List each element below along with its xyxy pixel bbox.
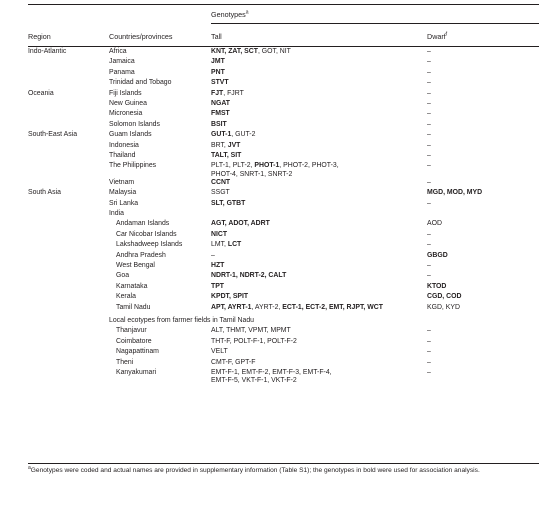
genotype-text: VELT bbox=[211, 348, 228, 356]
genotype-text: LMT, bbox=[211, 241, 228, 249]
region-cell bbox=[28, 200, 109, 210]
genotype-text: EMT-F-1, EMT-F-2, EMT-F-3, EMT-F-4, bbox=[211, 368, 332, 376]
place-cell: Goa bbox=[116, 272, 130, 280]
table-row bbox=[28, 293, 539, 303]
genotype-bold: NDRT-1, NDRT-2, CALT bbox=[211, 272, 287, 280]
place-cell: Karnataka bbox=[116, 282, 148, 290]
genotype-text: – bbox=[427, 230, 431, 238]
region-cell bbox=[28, 283, 109, 293]
genotype-bold: FMST bbox=[211, 110, 230, 118]
genotype-line bbox=[211, 293, 427, 301]
genotype-text: BRT, bbox=[211, 141, 228, 149]
genotype-line bbox=[211, 220, 427, 228]
dwarf-cell bbox=[427, 220, 539, 230]
dwarf-cell bbox=[427, 241, 539, 251]
table-row bbox=[28, 48, 539, 58]
genotype-bold: KPDT, SPIT bbox=[211, 293, 249, 301]
table-row bbox=[28, 210, 539, 220]
place-cell: Andhra Pradesh bbox=[116, 251, 166, 259]
genotype-bold: STVT bbox=[211, 79, 229, 87]
genotype-line bbox=[427, 142, 539, 150]
dwarf-cell bbox=[427, 58, 539, 68]
region-cell bbox=[28, 220, 109, 230]
place-cell: Micronesia bbox=[109, 110, 143, 118]
genotype-line bbox=[211, 90, 427, 98]
place-cell: Local ecotypes from farmer fields in Tamil Nadu bbox=[109, 316, 255, 324]
genotype-text: – bbox=[427, 58, 431, 66]
genotype-bold: TALT, SIT bbox=[211, 151, 242, 159]
genotype-text: – bbox=[427, 68, 431, 76]
tall-cell bbox=[211, 189, 427, 199]
genotype-text: – bbox=[427, 110, 431, 118]
region-cell: Oceania bbox=[28, 89, 54, 97]
dwarf-cell bbox=[427, 189, 539, 199]
region-header: Region bbox=[28, 32, 51, 41]
genotype-text: EMT-F-5, VKT-F-1, VKT-F-2 bbox=[211, 377, 297, 385]
tall-cell bbox=[211, 252, 427, 262]
genotype-line bbox=[211, 162, 427, 170]
genotype-text: – bbox=[427, 48, 431, 55]
table-row bbox=[28, 131, 539, 141]
table-row bbox=[28, 304, 539, 314]
genotype-text: – bbox=[427, 151, 431, 159]
region-cell bbox=[28, 69, 109, 79]
genotype-text: THT-F, POLT-F-1, POLT-F-2 bbox=[211, 337, 297, 345]
genotype-line bbox=[427, 69, 539, 77]
genotype-bold: ECT-1, ECT-2, EMT, RJPT, WCT bbox=[282, 303, 383, 311]
genotype-text: AOD bbox=[427, 220, 442, 228]
tall-cell bbox=[211, 79, 427, 89]
table-row bbox=[28, 121, 539, 131]
table-row bbox=[28, 220, 539, 230]
genotype-line bbox=[211, 110, 427, 118]
place-cell: Coimbatore bbox=[116, 337, 152, 345]
top-rule bbox=[28, 4, 539, 5]
tall-cell bbox=[211, 348, 427, 358]
genotype-line bbox=[427, 241, 539, 249]
dwarf-cell bbox=[427, 142, 539, 152]
tall-cell bbox=[211, 272, 427, 282]
region-cell bbox=[28, 110, 109, 120]
dwarf-cell bbox=[427, 152, 539, 162]
region-cell bbox=[28, 304, 109, 314]
tall-cell bbox=[211, 48, 427, 58]
tall-cell bbox=[211, 200, 427, 210]
genotype-line bbox=[211, 338, 427, 346]
genotype-text: – bbox=[427, 368, 431, 376]
region-cell bbox=[28, 369, 109, 386]
table-row bbox=[28, 314, 539, 327]
dwarf-cell bbox=[427, 179, 539, 189]
region-cell: South Asia bbox=[28, 189, 61, 197]
region-cell bbox=[28, 338, 109, 348]
genotype-line bbox=[211, 283, 427, 291]
place-cell: Panama bbox=[109, 68, 135, 76]
region-cell bbox=[28, 210, 109, 220]
region-cell bbox=[28, 121, 109, 131]
genotype-line bbox=[427, 327, 539, 335]
region-cell bbox=[28, 152, 109, 162]
tall-cell bbox=[211, 283, 427, 293]
genotype-line bbox=[211, 142, 427, 150]
genotype-line bbox=[211, 69, 427, 77]
region-cell bbox=[28, 231, 109, 241]
genotype-line bbox=[427, 348, 539, 356]
genotype-text: – bbox=[427, 358, 431, 366]
genotype-bold: KNT, ZAT, SCT bbox=[211, 48, 258, 55]
place-cell: Africa bbox=[109, 48, 127, 55]
genotype-line bbox=[211, 189, 427, 197]
region-cell bbox=[28, 327, 109, 337]
table-row bbox=[28, 189, 539, 199]
region-cell bbox=[28, 293, 109, 303]
genotype-bold: BSIT bbox=[211, 120, 227, 128]
genotype-text: – bbox=[427, 337, 431, 345]
genotype-text: SSGT bbox=[211, 189, 230, 197]
genotype-bold: FJT bbox=[211, 89, 224, 97]
genotype-bold: NICT bbox=[211, 230, 228, 238]
genotype-line bbox=[211, 304, 427, 312]
tall-cell bbox=[211, 69, 427, 79]
genotype-line bbox=[427, 90, 539, 98]
dwarf-cell bbox=[427, 69, 539, 79]
genotype-line bbox=[211, 348, 427, 356]
dwarf-cell bbox=[427, 90, 539, 100]
genotype-line bbox=[211, 369, 427, 377]
genotype-line bbox=[427, 220, 539, 228]
region-cell bbox=[28, 314, 109, 327]
dwarf-cell bbox=[427, 100, 539, 110]
dwarf-cell bbox=[427, 369, 539, 386]
genotype-text: PHOT-4, SNRT-1, SNRT-2 bbox=[211, 170, 293, 178]
dwarf-header: Dwarf$^f$ bbox=[427, 31, 448, 41]
genotype-line bbox=[211, 262, 427, 270]
genotype-line bbox=[211, 200, 427, 208]
region-cell bbox=[28, 179, 109, 189]
tall-cell bbox=[211, 262, 427, 272]
genotype-line bbox=[427, 200, 539, 208]
genotype-line bbox=[427, 48, 539, 56]
region-cell bbox=[28, 162, 109, 179]
region-cell bbox=[28, 348, 109, 358]
place-cell: Indonesia bbox=[109, 141, 139, 149]
table-row bbox=[28, 110, 539, 120]
genotype-line bbox=[211, 231, 427, 239]
region-cell bbox=[28, 100, 109, 110]
dwarf-cell bbox=[427, 283, 539, 293]
genotype-line bbox=[427, 121, 539, 129]
region-cell bbox=[28, 142, 109, 152]
tall-cell bbox=[211, 179, 427, 189]
tall-cell bbox=[211, 231, 427, 241]
genotype-line bbox=[211, 179, 427, 187]
place-cell: Thanjavur bbox=[116, 327, 147, 335]
tall-cell bbox=[211, 121, 427, 131]
place-cell: Vietnam bbox=[109, 178, 135, 186]
genotype-line bbox=[427, 58, 539, 66]
tall-cell bbox=[211, 142, 427, 152]
place-cell: Trinidad and Tobago bbox=[109, 79, 172, 87]
genotype-text: – bbox=[427, 327, 431, 335]
place-cell: Andaman Islands bbox=[116, 220, 170, 228]
table-row bbox=[28, 338, 539, 348]
genotypes-header: Genotypes$^a$ bbox=[211, 9, 249, 19]
genotype-line bbox=[427, 79, 539, 87]
genotype-line bbox=[427, 283, 539, 291]
genotype-bold: GUT-1 bbox=[211, 131, 232, 139]
place-cell: Car Nicobar Islands bbox=[116, 230, 177, 238]
place-cell: Jamaica bbox=[109, 58, 135, 66]
dwarf-cell bbox=[427, 252, 539, 262]
dwarf-cell bbox=[427, 338, 539, 348]
genotype-text: – bbox=[427, 120, 431, 128]
place-cell: New Guinea bbox=[109, 99, 147, 107]
table-row bbox=[28, 327, 539, 337]
dwarf-cell bbox=[427, 110, 539, 120]
table-row bbox=[28, 152, 539, 162]
region-cell: Indo-Atlantic bbox=[28, 48, 67, 55]
genotype-text: – bbox=[427, 348, 431, 356]
table-row bbox=[28, 283, 539, 293]
tall-cell bbox=[211, 241, 427, 251]
genotype-text: – bbox=[427, 178, 431, 186]
genotype-line bbox=[427, 369, 539, 377]
table-row bbox=[28, 369, 539, 386]
genotype-line bbox=[427, 131, 539, 139]
tall-cell bbox=[211, 304, 427, 314]
genotype-line bbox=[427, 304, 539, 312]
tall-cell bbox=[211, 90, 427, 100]
tall-cell bbox=[211, 359, 427, 369]
tall-cell bbox=[211, 110, 427, 120]
table-row bbox=[28, 162, 539, 179]
table-row bbox=[28, 58, 539, 68]
genotype-line bbox=[427, 359, 539, 367]
genotype-text: – bbox=[427, 89, 431, 97]
genotype-line bbox=[427, 262, 539, 270]
genotype-text: – bbox=[427, 272, 431, 280]
genotype-text: – bbox=[427, 99, 431, 107]
genotype-text: KGD, KYD bbox=[427, 303, 460, 311]
place-cell: Thailand bbox=[109, 151, 136, 159]
dwarf-cell bbox=[427, 121, 539, 131]
tall-cell bbox=[211, 58, 427, 68]
dwarf-cell bbox=[427, 162, 539, 179]
region-cell: South-East Asia bbox=[28, 131, 78, 139]
genotype-line bbox=[427, 179, 539, 187]
genotype-line bbox=[211, 79, 427, 87]
genotype-bold: GBGD bbox=[427, 251, 448, 259]
genotype-line bbox=[427, 100, 539, 108]
place-cell: Kerala bbox=[116, 293, 136, 301]
genotype-line bbox=[427, 252, 539, 260]
region-cell bbox=[28, 262, 109, 272]
genotype-text: PLT-1, PLT-2, bbox=[211, 162, 255, 170]
genotype-text: – bbox=[427, 199, 431, 207]
genotype-text: – bbox=[427, 131, 431, 139]
genotype-line bbox=[427, 189, 539, 197]
genotype-bold: HZT bbox=[211, 262, 225, 270]
region-cell bbox=[28, 241, 109, 251]
tall-cell bbox=[211, 100, 427, 110]
genotype-line bbox=[211, 131, 427, 139]
tall-cell bbox=[211, 152, 427, 162]
genotype-bold: NGAT bbox=[211, 99, 231, 107]
dwarf-cell bbox=[427, 304, 539, 314]
place-cell: Nagapattinam bbox=[116, 348, 159, 356]
genotype-bold: AGT, ADOT, ADRT bbox=[211, 220, 270, 228]
genotype-line bbox=[211, 377, 427, 385]
genotype-bold: SLT, GTBT bbox=[211, 199, 246, 207]
countries-header: Countries/provinces bbox=[109, 32, 173, 41]
genotype-line bbox=[211, 252, 427, 260]
footnote: $^a$Genotypes were coded and actual names are provided in supplementary information (Table S1); the genotypes in bold were used for association analysis. bbox=[28, 464, 480, 474]
genotype-text: , PHOT-2, PHOT-3, bbox=[279, 162, 339, 170]
table-row bbox=[28, 348, 539, 358]
dwarf-cell bbox=[427, 231, 539, 241]
genotype-bold: TPT bbox=[211, 282, 225, 290]
place-cell: West Bengal bbox=[116, 262, 155, 270]
genotype-bold: KTOD bbox=[427, 282, 447, 290]
region-cell bbox=[28, 272, 109, 282]
genotype-line bbox=[211, 241, 427, 249]
genotype-text: – bbox=[211, 251, 215, 259]
genotype-text: – bbox=[427, 141, 431, 149]
table-row bbox=[28, 179, 539, 189]
tall-cell bbox=[211, 162, 427, 179]
place-cell: Solomon Islands bbox=[109, 120, 160, 128]
genotypes-rule bbox=[211, 23, 539, 24]
genotype-line bbox=[211, 327, 427, 335]
genotype-bold: MGD, MOD, MYD bbox=[427, 189, 483, 197]
place-cell: Fiji Islands bbox=[109, 89, 142, 97]
tall-cell bbox=[211, 293, 427, 303]
genotype-bold: PHOT-1 bbox=[254, 162, 280, 170]
table-row bbox=[28, 90, 539, 100]
genotype-line bbox=[427, 152, 539, 160]
genotype-line bbox=[427, 272, 539, 280]
place-cell: Kanyakumari bbox=[116, 368, 157, 376]
tall-cell bbox=[211, 210, 427, 220]
genotype-text: CMT-F, GPT-F bbox=[211, 358, 256, 366]
tall-cell bbox=[211, 220, 427, 230]
dwarf-cell bbox=[427, 48, 539, 58]
header-rule bbox=[28, 46, 539, 47]
dwarf-cell bbox=[427, 348, 539, 358]
place-cell: India bbox=[109, 210, 124, 218]
place-cell: Theni bbox=[116, 358, 134, 366]
genotype-line bbox=[427, 338, 539, 346]
genotype-bold: LCT bbox=[227, 241, 242, 249]
dwarf-cell bbox=[427, 272, 539, 282]
tall-cell bbox=[211, 369, 427, 386]
dwarf-cell bbox=[427, 79, 539, 89]
place-cell: The Philippines bbox=[109, 162, 157, 170]
genotype-line bbox=[211, 48, 427, 56]
genotype-text: – bbox=[427, 262, 431, 270]
table-row bbox=[28, 272, 539, 282]
genotype-text: – bbox=[427, 79, 431, 87]
table-row bbox=[28, 359, 539, 369]
genotype-text: – bbox=[427, 162, 431, 170]
genotype-line bbox=[211, 121, 427, 129]
place-cell: Lakshadweep Islands bbox=[116, 241, 183, 249]
genotype-line bbox=[211, 272, 427, 280]
dwarf-cell bbox=[427, 327, 539, 337]
tall-cell bbox=[211, 131, 427, 141]
genotype-table bbox=[28, 48, 539, 386]
genotype-text: ALT, THMT, VPMT, MPMT bbox=[211, 327, 291, 335]
genotype-text: , AYRT-2, bbox=[251, 303, 283, 311]
table-row bbox=[28, 200, 539, 210]
genotype-line bbox=[211, 171, 427, 179]
region-cell bbox=[28, 79, 109, 89]
region-cell bbox=[28, 359, 109, 369]
place-cell: Sri Lanka bbox=[109, 199, 139, 207]
genotype-line bbox=[427, 162, 539, 170]
genotype-text: , GOT, NIT bbox=[257, 48, 291, 55]
genotype-line bbox=[211, 100, 427, 108]
genotype-text: , GUT-2 bbox=[231, 131, 256, 139]
genotype-line bbox=[211, 359, 427, 367]
tall-cell bbox=[211, 327, 427, 337]
genotype-line bbox=[427, 231, 539, 239]
place-cell: Tamil Nadu bbox=[116, 303, 151, 311]
region-cell bbox=[28, 58, 109, 68]
genotype-line bbox=[211, 152, 427, 160]
table-row bbox=[28, 262, 539, 272]
dwarf-cell bbox=[427, 293, 539, 303]
dwarf-cell bbox=[427, 262, 539, 272]
genotype-bold: JMT bbox=[211, 58, 225, 66]
table-row bbox=[28, 79, 539, 89]
genotype-bold: PNT bbox=[211, 68, 225, 76]
genotype-line bbox=[427, 293, 539, 301]
genotype-bold: CCNT bbox=[211, 178, 231, 186]
table-row bbox=[28, 142, 539, 152]
dwarf-cell bbox=[427, 200, 539, 210]
dwarf-cell bbox=[427, 359, 539, 369]
genotype-text: , FJRT bbox=[223, 89, 244, 97]
place-cell: Guam Islands bbox=[109, 131, 152, 139]
genotype-text: – bbox=[427, 241, 431, 249]
place-cell: Malaysia bbox=[109, 189, 137, 197]
genotype-line bbox=[427, 110, 539, 118]
genotype-bold: JVT bbox=[227, 141, 241, 149]
genotype-bold: APT, AYRT-1 bbox=[211, 303, 252, 311]
tall-cell bbox=[211, 338, 427, 348]
table-row bbox=[28, 231, 539, 241]
table-row bbox=[28, 100, 539, 110]
tall-header: Tall bbox=[211, 32, 222, 41]
dwarf-cell bbox=[427, 131, 539, 141]
table-row bbox=[28, 69, 539, 79]
genotype-line bbox=[211, 58, 427, 66]
genotype-bold: CGD, COD bbox=[427, 293, 462, 301]
dwarf-cell bbox=[427, 210, 539, 220]
table-row bbox=[28, 252, 539, 262]
bottom-rule bbox=[28, 463, 539, 464]
region-cell bbox=[28, 252, 109, 262]
table-row bbox=[28, 241, 539, 251]
